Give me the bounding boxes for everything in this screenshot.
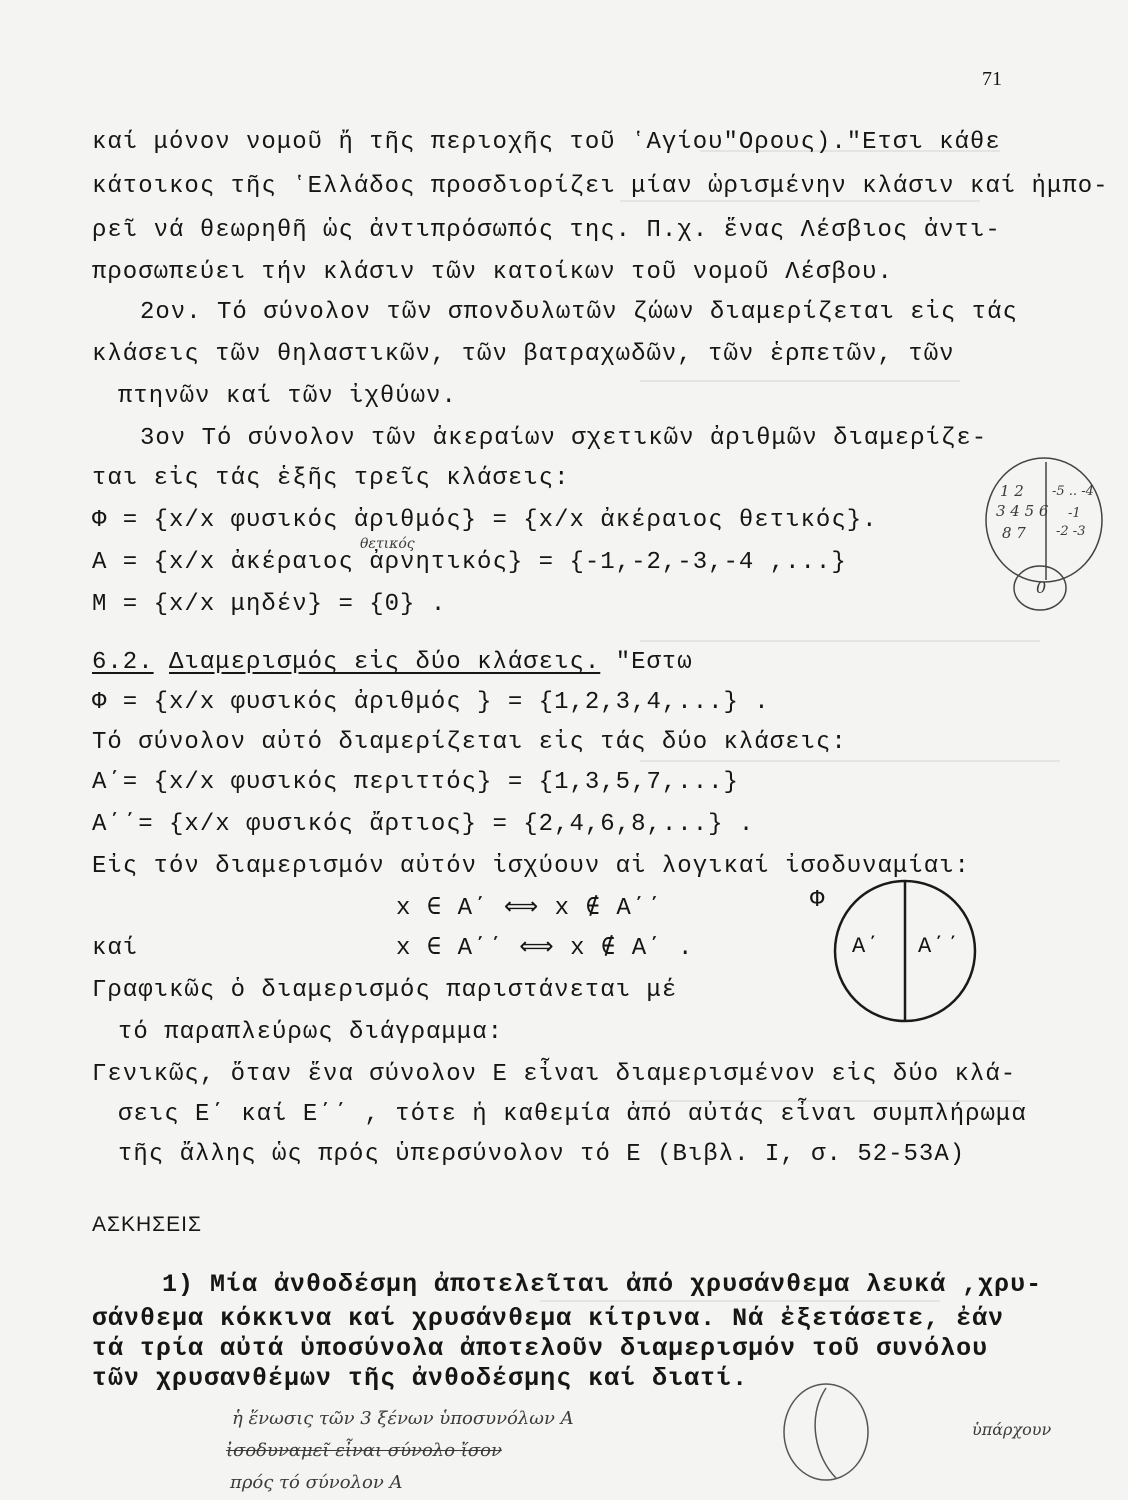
set-phi-definition: Φ = {x/x φυσικός ἀριθμός} = {x/x ἀκέραιος θετικός}. [92, 507, 878, 534]
section-line-even: Α΄΄= {x/x φυσικός ἄρτιος} = {2,4,6,8,...} . [92, 811, 755, 838]
handwritten-note-line-1: ἡ ἕνωσις τῶν 3 ξένων ὑποσυνόλων Α [232, 1408, 574, 1429]
section-lead: "Εστω [615, 649, 693, 676]
page-number: 71 [982, 68, 1002, 90]
set-a-definition: Α = {x/x ἀκέραιος ἀρνητικός} = {-1,-2,-3,-4 ,...} [92, 549, 847, 576]
paragraph-2-line-3: πτηνῶν καί τῶν ἰχθύων. [118, 383, 457, 410]
sketch-zero: 0 [1036, 578, 1047, 597]
diagram-right-label: Α΄΄ [918, 934, 961, 959]
graphical-line-2: τό παραπλεύρως διάγραμμα: [118, 1019, 504, 1046]
handwritten-note-line-3: πρός τό σύνολον Α [230, 1472, 403, 1493]
diagram-left-label: Α΄ [852, 934, 881, 959]
paragraph-3-line-2: ται εἰς τάς ἑξῆς τρεῖς κλάσεις: [92, 465, 570, 492]
exercise-1-line-4: τῶν χρυσανθέμων τῆς ἀνθοδέσμης καί διατί. [92, 1364, 749, 1393]
equivalence-and-word: καί [92, 935, 139, 962]
set-m-definition: Μ = {x/x μηδέν} = {0} . [92, 591, 447, 618]
handwritten-circle-sketch [776, 1378, 876, 1488]
paragraph-1-line-1: καί μόνον νομοῦ ἤ τῆς περιοχῆς τοῦ ʽΑγίου"Ορους)."Ετσι κάθε [92, 129, 1001, 156]
paragraph-1-line-3: ρεῖ νά θεωρηθῆ ὡς ἀντιπρόσωπός της. Π.χ. ἕνας Λέσβιος ἀντι- [92, 217, 1001, 244]
paragraph-2-line-2: κλάσεις τῶν θηλαστικῶν, τῶν βατραχωδῶν, τῶν ἑρπετῶν, τῶν [92, 341, 955, 368]
general-line-3: τῆς ἄλλης ὡς πρός ὑπερσύνολον τό Ε (Βιβλ. Ι, σ. 52-53Α) [118, 1141, 966, 1168]
sketch-right-mid: -1 [1068, 506, 1081, 521]
exercise-1-line-3: τά τρία αὐτά ὑποσύνολα ἀποτελοῦν διαμερισμόν τοῦ συνόλου [92, 1334, 989, 1363]
general-line-1: Γενικῶς, ὅταν ἕνα σύνολον Ε εἶναι διαμερισμένον εἰς δύο κλά- [92, 1061, 1017, 1088]
interlinear-handwritten-note: θετικός [360, 536, 415, 552]
exercise-1-line-1: 1) Μία ἀνθοδέσμη ἀποτελεῖται ἀπό χρυσάνθεμα λευκά ,χρυ- [162, 1270, 1043, 1299]
sketch-left-top: 1 2 [1000, 482, 1024, 500]
paragraph-3-line-1: 3ον Τό σύνολον τῶν ἀκεραίων σχετικῶν ἀριθμῶν διαμερίζε- [140, 425, 988, 452]
hand-circle-stroke [815, 1388, 836, 1478]
section-number: 6.2. [92, 649, 154, 676]
section-title: Διαμερισμός εἰς δύο κλάσεις. [169, 649, 601, 676]
paragraph-2-line-1: 2ον. Τό σύνολον τῶν σπονδυλωτῶν ζώων διαμερίζεται εἰς τάς [140, 299, 1018, 326]
sketch-left-bottom: 8 7 [1002, 524, 1026, 542]
section-line-phi: Φ = {x/x φυσικός ἀριθμός } = {1,2,3,4,...} . [92, 689, 770, 716]
handwritten-note-right: ὑπάρχουν [972, 1420, 1052, 1439]
exercise-1-line-2: σάνθεμα κόκκινα καί χρυσάνθεμα κίτρινα. Νά ἐξετάσετε, ἐάν [92, 1304, 1005, 1333]
diagram-set-label: Φ [810, 887, 826, 914]
equivalence-line-1: x ∈ Α΄ ⟺ x ∉ Α΄΄ [396, 895, 663, 922]
sketch-outer-circle [986, 458, 1102, 582]
handwritten-note-line-2: ἰσοδυναμεῖ εἶναι σύνολο ἴσον [226, 1440, 502, 1461]
equivalence-line-2: x ∈ Α΄΄ ⟺ x ∉ Α΄ . [396, 935, 694, 962]
sketch-right-bottom: -2 -3 [1056, 524, 1086, 539]
graphical-line-1: Γραφικῶς ὁ διαμερισμός παριστάνεται μέ [92, 977, 678, 1004]
section-heading [92, 648, 693, 678]
section-line-partition: Τό σύνολον αὐτό διαμερίζεται εἰς τάς δύο κλάσεις: [92, 729, 847, 756]
sketch-right-top: -5 .. -4 [1052, 484, 1094, 499]
general-line-2: σεις Ε΄ καί Ε΄΄ , τότε ἡ καθεμία ἀπό αὐτάς εἶναι συμπλήρωμα [118, 1101, 1027, 1128]
exercises-heading: ΑΣΚΗΣΕΙΣ [92, 1213, 202, 1236]
sketch-left-mid: 3 4 5 6 [996, 502, 1049, 520]
paragraph-1-line-4: προσωπεύει τήν κλάσιν τῶν κατοίκων τοῦ νομοῦ Λέσβου. [92, 259, 893, 286]
section-line-equivalences: Εἰς τόν διαμερισμόν αὐτόν ἰσχύουν αἱ λογικαί ἰσοδυναμίαι: [92, 853, 970, 880]
paragraph-1-line-2: κάτοικος τῆς ʽΕλλάδος προσδιορίζει μίαν ὡρισμένην κλάσιν καί ἠμπο- [92, 173, 1109, 200]
section-line-odd: Α΄= {x/x φυσικός περιττός} = {1,3,5,7,...} [92, 769, 739, 796]
